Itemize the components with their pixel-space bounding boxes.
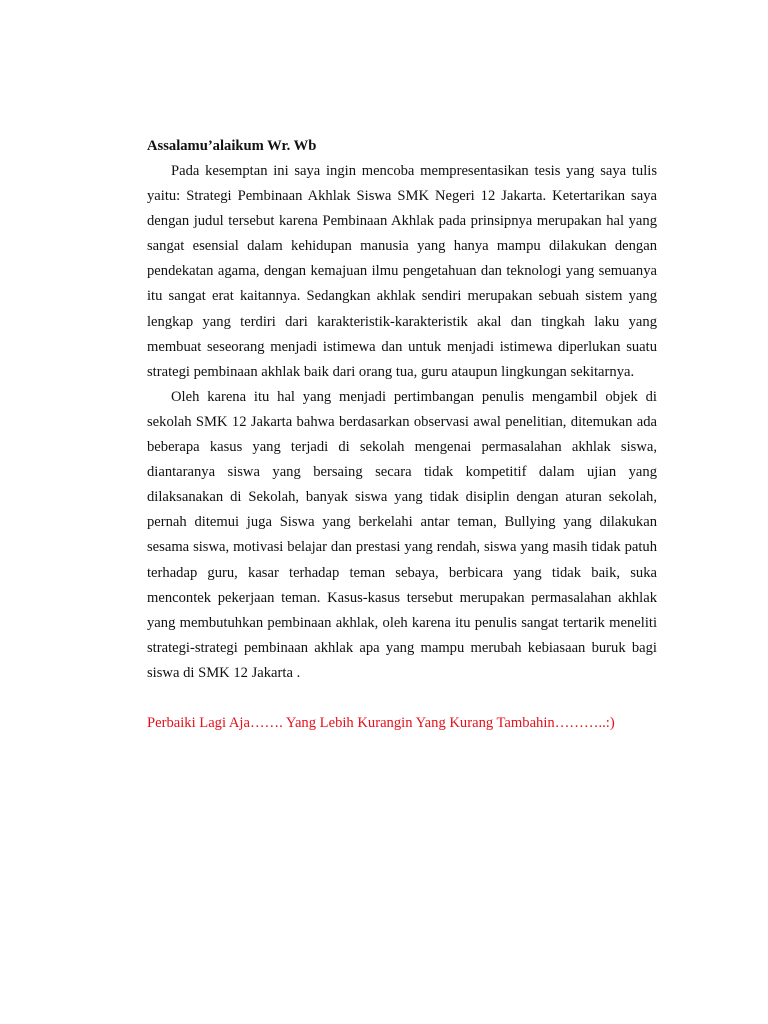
greeting-heading: Assalamu’alaikum Wr. Wb xyxy=(147,138,317,154)
reviewer-note: Perbaiki Lagi Aja……. Yang Lebih Kurangin Yang Kurang Tambahin………..:) xyxy=(147,714,615,731)
document-body xyxy=(147,134,657,736)
paragraph-intro: Pada kesemptan ini saya ingin mencoba mempresentasikan tesis yang saya tulis yaitu: Strategi Pembinaan Akhlak Siswa SMK Negeri 12 Jakarta. Ketertarikan saya dengan judul tersebut karena Pembinaan Akhlak pada prinsipnya merupakan hal yang sangat esensial dalam kehidupan manusia yang hanya mampu dilakukan dengan pendekatan agama, dengan kemajuan ilmu pengetahuan dan teknologi yang semuanya itu sangat erat kaitannya. Sedangkan akhlak sendiri merupakan sebuah sistem yang lengkap yang terdiri dari karakteristik-karakteristik akal dan tingkah laku yang membuat seseorang menjadi istimewa dan untuk menjadi istimewa diperlukan suatu strategi pembinaan akhlak baik dari orang tua, guru ataupun lingkungan sekitarnya. xyxy=(147,163,657,380)
paragraph-reason: Oleh karena itu hal yang menjadi pertimbangan penulis mengambil objek di sekolah SMK 12 Jakarta bahwa berdasarkan observasi awal penelitian, ditemukan ada beberapa kasus yang terjadi di sekolah mengenai permasalahan akhlak siswa, diantaranya siswa yang bersaing secara tidak kompetitif dalam ujian yang dilaksanakan di Sekolah, banyak siswa yang tidak disiplin dengan aturan sekolah, pernah ditemui juga Siswa yang berkelahi antar teman, Bullying yang dilakukan sesama siswa, motivasi belajar dan prestasi yang rendah, siswa yang masih tidak patuh terhadap guru, kasar terhadap teman sebaya, berbicara yang tidak baik, suka mencontek pekerjaan teman. Kasus-kasus tersebut merupakan permasalahan akhlak yang membutuhkan pembinaan akhlak, oleh karena itu penulis sangat tertarik meneliti strategi-strategi pembinaan akhlak apa yang mampu merubah kebiasaan buruk bagi siswa di SMK 12 Jakarta . xyxy=(147,388,657,681)
